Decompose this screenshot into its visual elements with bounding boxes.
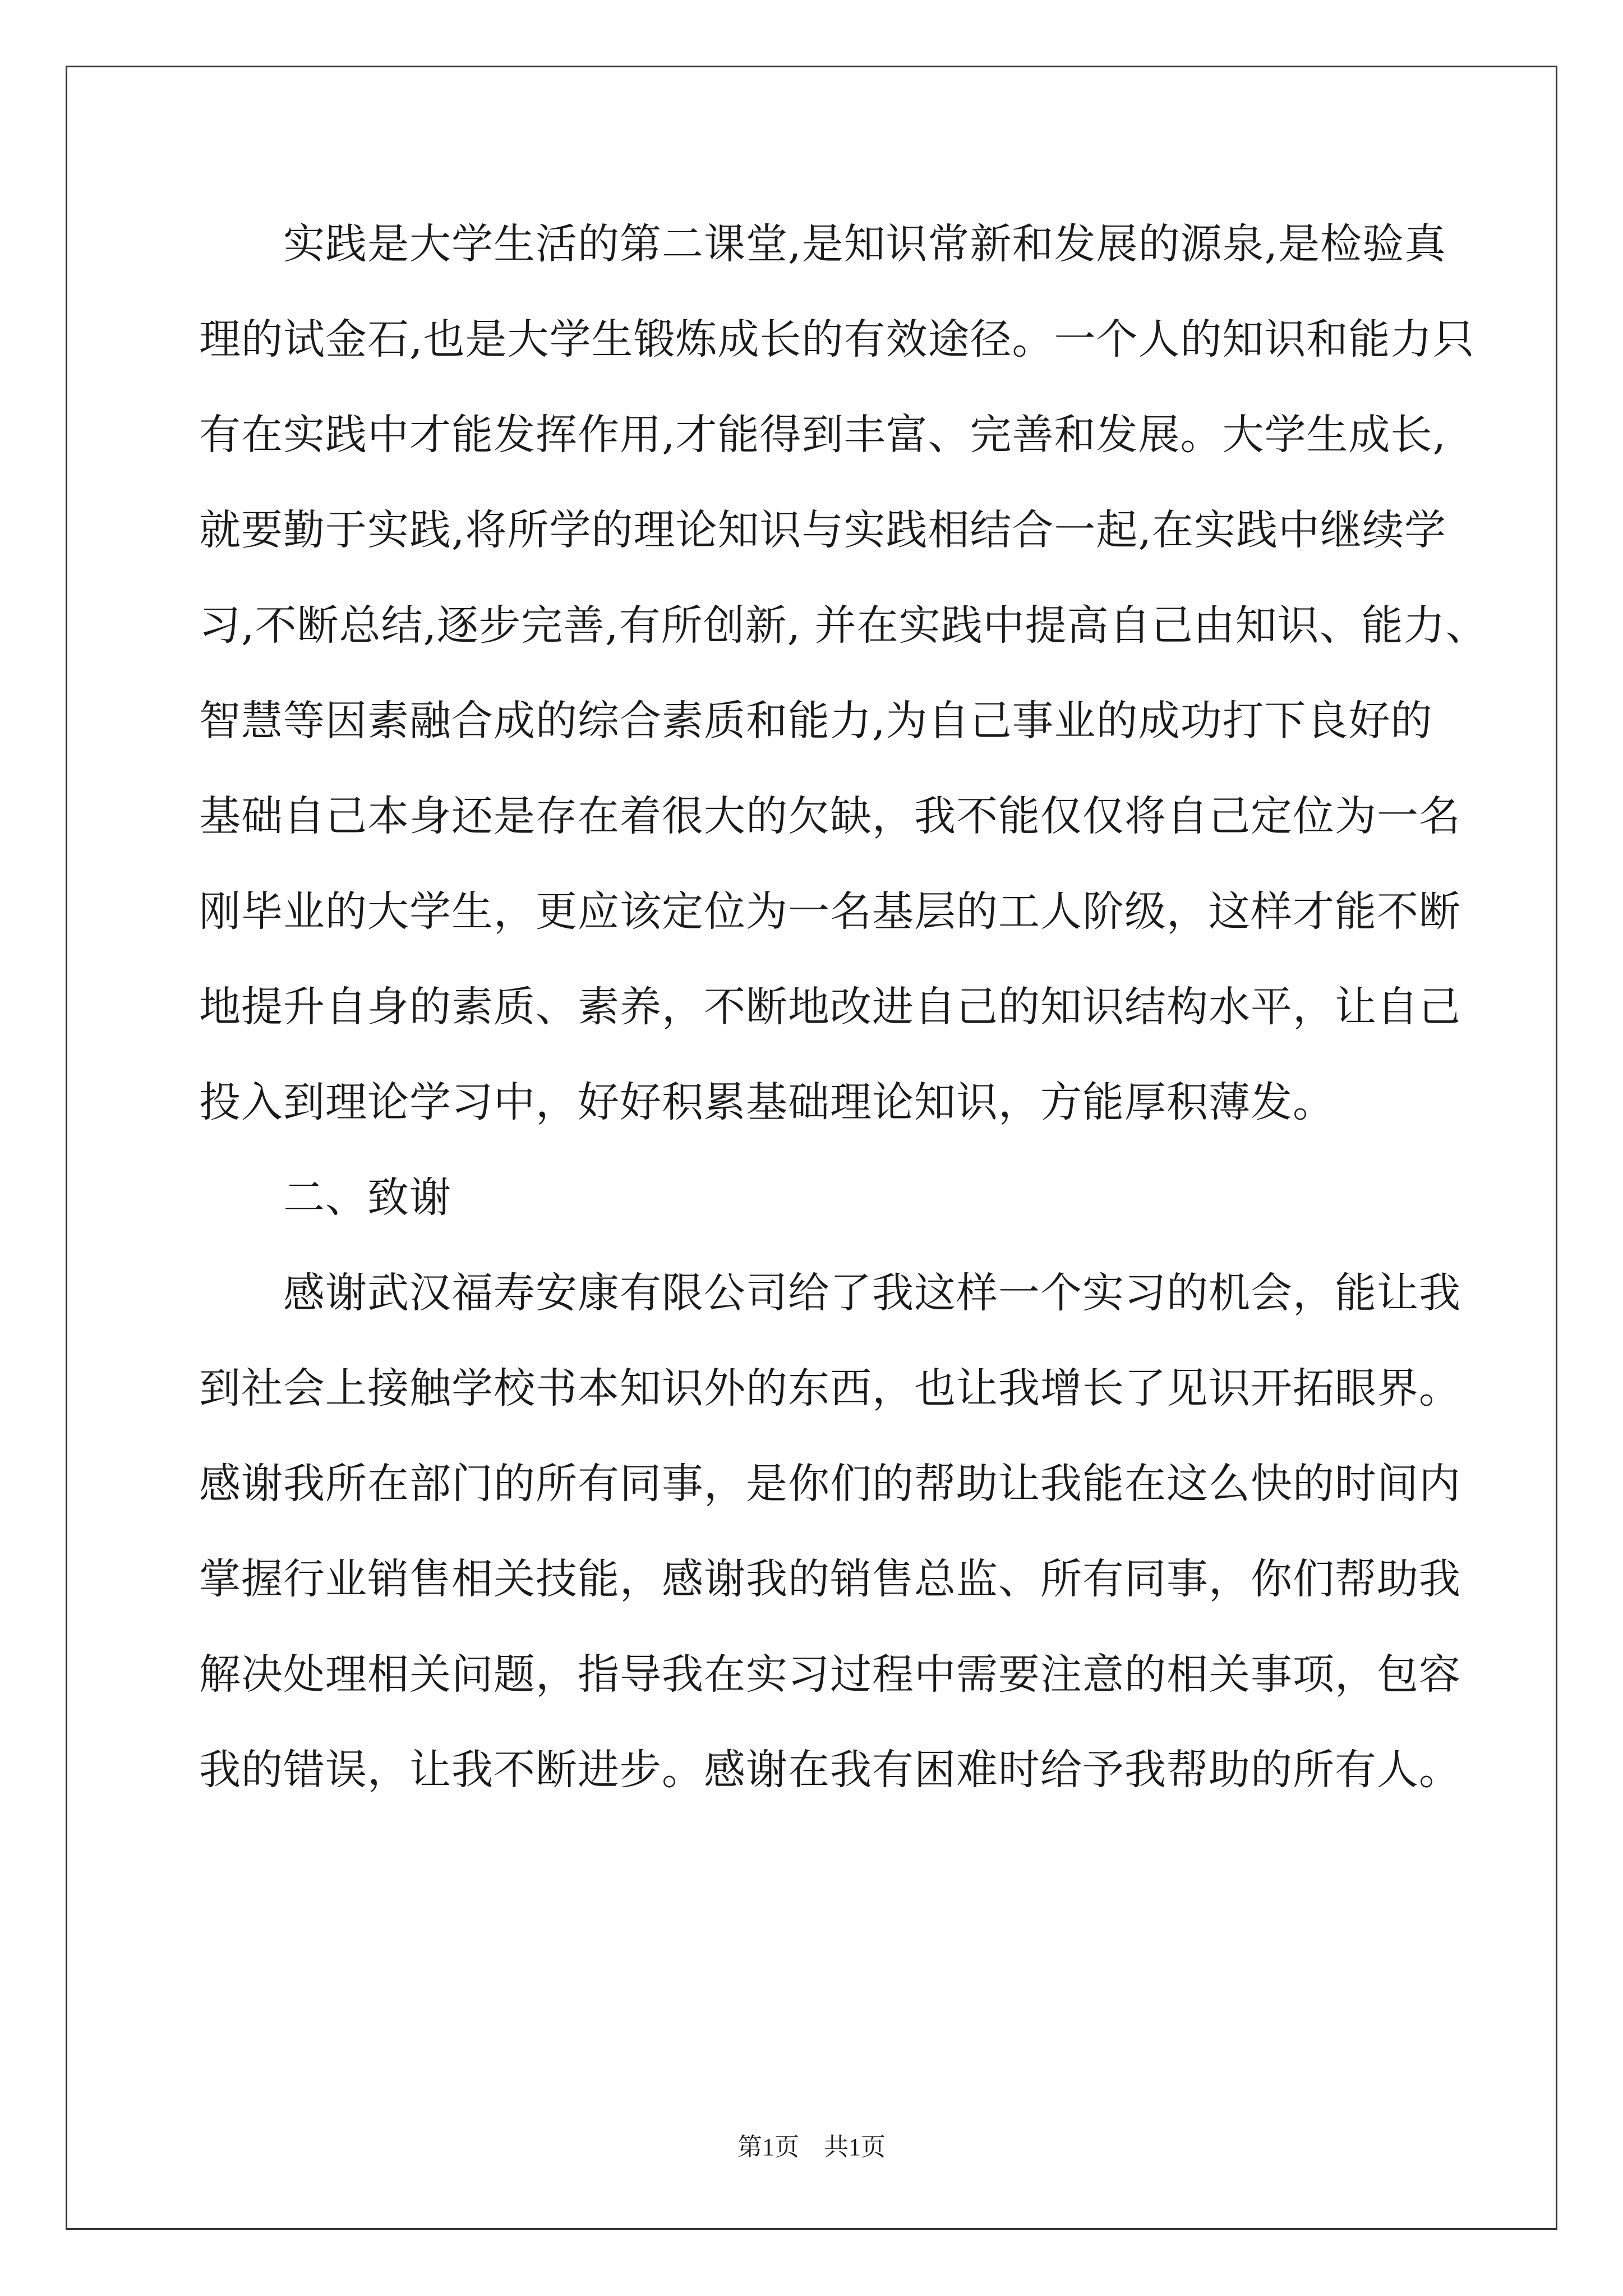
paragraph-2-line-5: 解决处理相关问题，指导我在实习过程中需要注意的相关事项，包容 [199, 1650, 1461, 1699]
page-footer: 第1页 共1页 [737, 2133, 886, 2161]
paragraph-1-line-3: 有在实践中才能发挥作用,才能得到丰富、完善和发展。大学生成长, [199, 411, 1447, 459]
paragraph-1-line-6: 智慧等因素融合成的综合素质和能力,为自己事业的成功打下良好的 [199, 697, 1433, 745]
paragraph-1-line-7: 基础自己本身还是存在着很大的欠缺，我不能仅仅将自己定位为一名 [199, 792, 1461, 840]
paragraph-1-line-1: 实践是大学生活的第二课堂,是知识常新和发展的源泉,是检验真 [283, 220, 1447, 268]
paragraph-1-line-10: 投入到理论学习中，好好积累基础理论知识，方能厚积薄发。 [199, 1078, 1335, 1126]
paragraph-2-line-1: 感谢武汉福寿安康有限公司给了我这样一个实习的机会，能让我 [283, 1269, 1461, 1317]
paragraph-1-line-9: 地提升自身的素质、素养，不断地改进自己的知识结构水平，让自己 [199, 983, 1461, 1031]
page-border [66, 66, 1557, 2230]
paragraph-1-line-2: 理的试金石,也是大学生锻炼成长的有效途径。一个人的知识和能力只 [199, 315, 1475, 364]
paragraph-1-line-4: 就要勤于实践,将所学的理论知识与实践相结合一起,在实践中继续学 [199, 506, 1447, 554]
paragraph-2-line-6: 我的错误，让我不断进步。感谢在我有困难时给予我帮助的所有人。 [199, 1746, 1461, 1794]
paragraph-2-line-4: 掌握行业销售相关技能，感谢我的销售总监、所有同事，你们帮助我 [199, 1555, 1461, 1603]
section-heading: 二、致谢 [283, 1174, 451, 1222]
paragraph-1-line-5: 习,不断总结,逐步完善,有所创新, 并在实践中提高自己由知识、能力、 [199, 601, 1488, 650]
paragraph-2-line-3: 感谢我所在部门的所有同事，是你们的帮助让我能在这么快的时间内 [199, 1460, 1461, 1508]
paragraph-2-line-2: 到社会上接触学校书本知识外的东西，也让我增长了见识开拓眼界。 [199, 1364, 1461, 1412]
paragraph-1-line-8: 刚毕业的大学生，更应该定位为一名基层的工人阶级，这样才能不断 [199, 887, 1461, 936]
